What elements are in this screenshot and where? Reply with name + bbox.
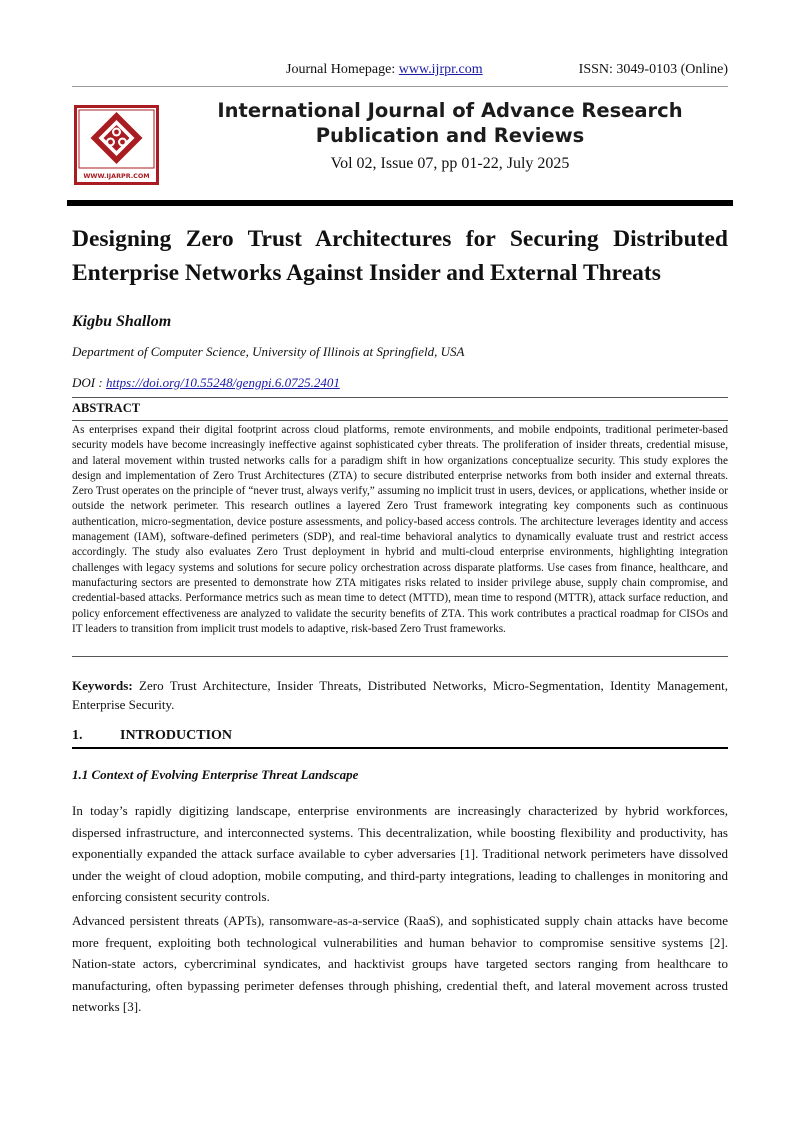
- header-thick-rule: [67, 200, 733, 206]
- body-paragraph: In today’s rapidly digitizing landscape, enterprise environments are increasingly characterized by hybrid workforces, dispersed infrastructure, and interconnected systems. This decentralization, while boosting flexibility and productivity, has exponentially expanded the attack surface available to cyber adversaries [1]. Traditional network perimeters have dissolved under the weight of cloud adoption, mobile computing, and third-party integrations, leading to challenges in monitoring and enforcing consistent security controls.: [72, 803, 728, 904]
- journal-title: International Journal of Advance Research Publication and Reviews: [217, 99, 683, 147]
- journal-topbar: [72, 62, 728, 84]
- body-paragraph: Advanced persistent threats (APTs), ransomware-as-a-service (RaaS), and sophisticated supply chain attacks have become more frequent, exploiting both technological vulnerabilities and human behavior to compromise sensitive systems [2]. Nation-state actors, cybercriminal syndicates, and hacktivist groups have targeted sectors ranging from healthcare to manufacturing, often bypassing perimeter defenses through phishing, credential theft, and lateral movement across trusted networks [3].: [72, 913, 728, 1014]
- doi-label: DOI :: [72, 375, 106, 390]
- journal-logo: [74, 105, 159, 185]
- section-heading: [72, 728, 728, 744]
- abstract-bottom-rule: [72, 656, 728, 657]
- homepage-link[interactable]: www.ijrpr.com: [398, 62, 483, 77]
- issn-text: ISSN: 3049-0103 (Online): [578, 62, 728, 77]
- doi-link[interactable]: https://doi.org/10.55248/gengpi.6.0725.2401: [105, 375, 340, 390]
- section-rule: [72, 747, 728, 749]
- logo-text: WWW.IJARPR.COM: [83, 172, 150, 180]
- author-name: Kigbu Shallom: [72, 313, 172, 330]
- homepage-label: Journal Homepage:: [286, 62, 399, 77]
- abstract-heading: ABSTRACT: [72, 401, 141, 415]
- section-number: 1.: [72, 728, 83, 743]
- journal-homepage: [286, 62, 483, 78]
- logo-emblem-icon: [74, 105, 159, 185]
- subsection-heading: 1.1 Context of Evolving Enterprise Threat Landscape: [72, 767, 359, 782]
- doi-line: [72, 375, 340, 391]
- keywords: [72, 676, 728, 714]
- abstract-top-rule: [72, 397, 728, 398]
- paper-title: Designing Zero Trust Architectures for Securing Distributed Enterprise Networks Against Insider and External Threats: [72, 226, 728, 286]
- top-rule: [72, 86, 728, 87]
- section-title: INTRODUCTION: [120, 728, 233, 743]
- abstract-text: As enterprises expand their digital footprint across cloud platforms, remote environments, and mobile endpoints, traditional perimeter-based security models have become increasingly ineffective against sophisticated cyber threats. The proliferation of insider threats, credential misuse, and lateral movement within trusted networks calls for a paradigm shift in how organizations conceptualize security. This study explores the design and implementation of Zero Trust Architectures (ZTA) to secure distributed enterprise networks from both insider and external threats. Zero Trust operates on the principle of “never trust, always verify,” assuming no implicit trust in users, devices, or applications, whether inside or outside the network perimeter. This research outlines a layered Zero Trust framework integrating key components such as continuous authentication, micro-segmentation, device posture assessments, and policy-based access controls. The architecture leverages identity and access management (IAM), software-defined perimeters (SDP), and real-time behavioral analytics to dynamically evaluate trust and restrict access accordingly. The study also evaluates Zero Trust deployment in hybrid and multi-cloud enterprise environments, highlighting integration challenges with legacy systems and solutions for secure policy orchestration across disparate platforms. Use cases from finance, healthcare, and manufacturing sectors are presented to demonstrate how ZTA mitigates risks related to insider privilege abuse, supply chain compromise, and credential-based attacks. Performance metrics such as mean time to detect (MTTD), mean time to respond (MTTR), attack surface reduction, and policy enforcement effectiveness are analyzed to validate the security benefits of ZTA. This work contributes a practical roadmap for CISOs and IT leaders to transition from implicit trust models to adaptive, risk-based Zero Trust frameworks.: [72, 424, 728, 635]
- keywords-text: Zero Trust Architecture, Insider Threats, Distributed Networks, Micro-Segmentation, Identity Management, Enterprise Security.: [72, 678, 728, 712]
- abstract-heading-rule: [72, 420, 728, 421]
- volume-issue-line: Vol 02, Issue 07, pp 01-22, July 2025: [330, 155, 570, 172]
- author-affiliation: Department of Computer Science, University of Illinois at Springfield, USA: [72, 344, 465, 359]
- keywords-label: Keywords:: [72, 678, 133, 693]
